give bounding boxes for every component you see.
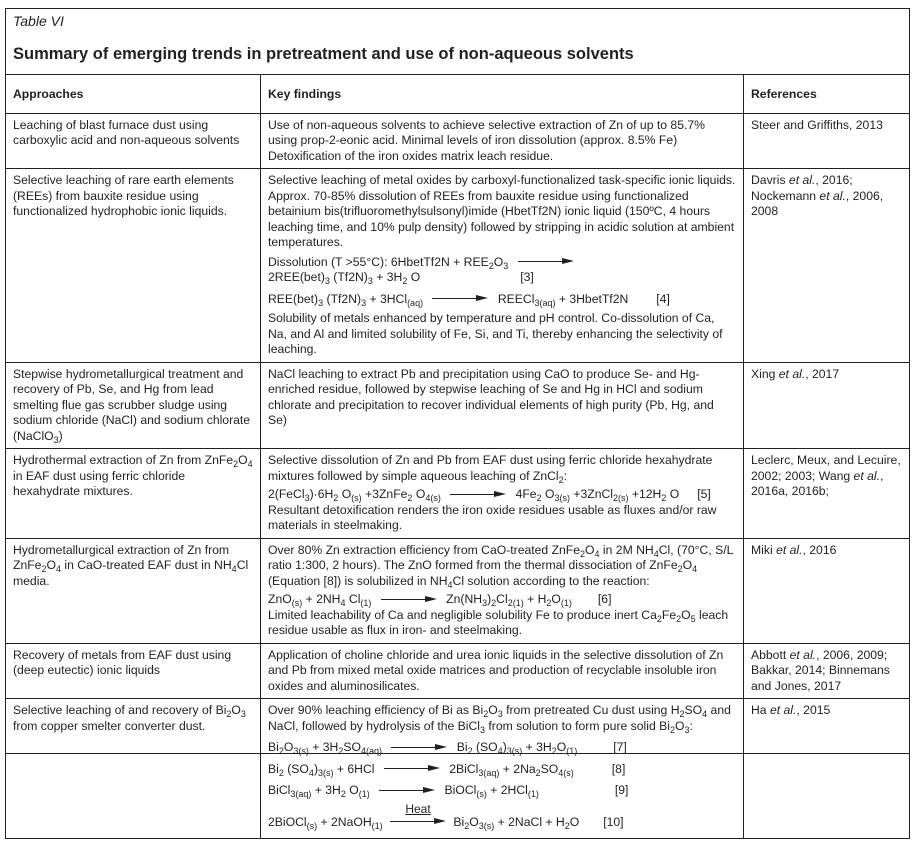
findings-cell: NaCl leaching to extract Pb and precipitation using CaO to produce Se- and Hg-enriched residue, followed by stepwise leaching of Se and Hg in HCl and sodium chlorate and precipitation to recover individual elements of high purity (Pb, Hg, and Se) bbox=[261, 362, 744, 449]
table-row bbox=[6, 643, 910, 699]
equation-5: $2(FeCl_3)\cdot 6H_2$ $O_{(s)}$ +3ZnFe$_2$ $O_{4(s)}$ $4Fe_2$ $O_{3(s)}$ +3ZnCl$_{2(s)}$ $+12H_2$ O [5] bbox=[268, 487, 711, 503]
heat-arrow: Heat bbox=[390, 803, 446, 831]
findings-cell bbox=[261, 169, 744, 363]
header-key-findings: Key findings bbox=[261, 75, 744, 114]
table-row bbox=[6, 538, 910, 643]
references-cell: Miki et al., 2016 bbox=[744, 538, 910, 643]
table-row bbox=[6, 169, 910, 363]
reaction-arrow-icon bbox=[518, 257, 574, 267]
reaction-arrow-icon bbox=[432, 294, 488, 304]
summary-table bbox=[5, 74, 910, 839]
findings-text: Selective leaching of metal oxides by carboxyl-functionalized task-specific ionic liquids. Approx. 70-85% dissolution of REEs from bauxite residue using functionalized betainium bis(trifluoromethylsulsonyl)imide (HbetTf2N) ionic liquid (150ºC, 4 hours leaching time, and 10% pulp density) followed by stripping in acidic solution at ambient temperatures. bbox=[268, 173, 736, 249]
references-cell: Xing et al., 2017 bbox=[744, 362, 910, 449]
table-title: Summary of emerging trends in pretreatment and use of non-aqueous solvents bbox=[13, 45, 634, 63]
approach-cell: Hydrothermal extraction of Zn from $ZnFe_2O_4$ in EAF dust using ferric chloride hexahydrate mixtures. bbox=[6, 449, 261, 539]
reaction-arrow-icon bbox=[381, 595, 437, 605]
approach-cell: Selective leaching of rare earth elements (REEs) from bauxite residue using functionalized hydrophobic ionic liquids. bbox=[6, 169, 261, 363]
table-row bbox=[6, 699, 910, 839]
equation-7: $Bi_2O_{3(s)} + 3H_2SO_{4(aq)}$ $Bi_2$ $(SO_4)_{3(s)} + 3H_2O_{(1)}$ [7] bbox=[268, 740, 627, 756]
equation-3: Dissolution (T >55°C): 6HbetTf2N + $REE_2O_3$ $2REE(bet)_3$ $(Tf2N)_3 + 3H_2$ O [3] bbox=[268, 255, 736, 286]
findings-cell: Application of choline chloride and urea ionic liquids in the selective dissolution of Zn and Pb from mixed metal oxide matrices and production of recyclable insoluble iron oxides and aluminosilicates. bbox=[261, 643, 744, 699]
equation-8: $Bi_2$ $(SO_4)_{3(s)} + 6HCl$ 2BiCl$_{3(aq)}$ + $2Na_2SO_{4(s)}$ [8] bbox=[268, 761, 626, 778]
reaction-arrow-icon bbox=[384, 764, 440, 774]
equation-6: $ZnO_{(s)} + 2NH_4$ $Cl_{(1)}$ $Zn(NH_3)_2Cl_{2(1)} + H_2O_{(1)}$ [6] bbox=[268, 592, 612, 608]
header-row bbox=[6, 75, 910, 114]
references-cell: Steer and Griffiths, 2013 bbox=[744, 113, 910, 169]
header-approaches: Approaches bbox=[6, 75, 261, 114]
equation-9: BiCl$_{3(aq)}$ + $3H_2$ $O_{(1)}$ BiOCl$_{(s)}$ + 2HCl$_{(1)}$ [9] bbox=[268, 783, 629, 799]
reaction-arrow-icon bbox=[450, 490, 506, 500]
reaction-arrow-icon bbox=[391, 743, 447, 753]
reaction-arrow-icon bbox=[390, 817, 446, 827]
header-references: References bbox=[744, 75, 910, 114]
equation-10: 2BiOCl$_{(s)}$ + 2NaOH$_{(1)}$ Heat $Bi_2O_{3(s)}$ + 2NaCl + $H_2O$ [10] bbox=[268, 801, 624, 831]
equation-4: $REE(bet)_3$ $(Tf2N)_3 + 3HCl_{(aq)}$ REECl$_{3(aq)}$ + 3HbetTf2N [4] bbox=[268, 291, 670, 308]
table-row bbox=[6, 449, 910, 539]
findings-cell: Use of non-aqueous solvents to achieve selective extraction of Zn of up to 85.7% using prop-2-eonic acid. Minimal levels of iron dissolution (approx. 8.5% Fe) Detoxification of the iron oxides matrix leach residue. bbox=[261, 113, 744, 169]
reaction-arrow-icon bbox=[379, 786, 435, 796]
references-cell: Leclerc, Meux, and Lecuire, 2002; 2003; Wang et al., 2016a, 2016b; bbox=[744, 449, 910, 539]
approach-cell: Leaching of blast furnace dust using carboxylic acid and non-aqueous solvents bbox=[6, 113, 261, 169]
findings-cell: Over 80% Zn extraction efficiency from CaO-treated $ZnFe_2O_4$ in 2M $NH_4Cl$, (70°C, S/L ratio 1:300, 2 hours). The ZnO formed from the thermal dissociation of $ZnFe_2O_4$ (Equation [8]) is solubilized in $NH_4Cl$ solution according to the reaction: $ZnO_{(s)} + 2NH_4$ $Cl_{(1)}$ $Zn(NH_3)_2Cl_{2(1)} + H_2O_{(1)}$ [6] Limited leachability of Ca and negligible solubility Fe to produce inert $Ca_2Fe_2O_5$ leach residue usable as flux in iron- and steelmaking. bbox=[261, 538, 744, 643]
approach-cell: Recovery of metals from EAF dust using (deep eutectic) ionic liquids bbox=[6, 643, 261, 699]
references-cell: Davris et al., 2016; Nockemann et al., 2006, 2008 bbox=[744, 169, 910, 363]
approach-cell: Selective leaching of and recovery of $Bi_2O_3$ from copper smelter converter dust. bbox=[6, 699, 261, 839]
approach-cell: Hydrometallurgical extraction of Zn from $ZnFe_2O_4$ in CaO-treated EAF dust in $NH_4Cl$ media. bbox=[6, 538, 261, 643]
table-row bbox=[6, 362, 910, 449]
approach-cell: Stepwise hydrometallurgical treatment and recovery of Pb, Se, and Hg from lead smelting flue gas scrubber sludge using sodium chloride (NaCl) and sodium chlorate (NaClO$_3$) bbox=[6, 362, 261, 449]
findings-cell: Selective dissolution of Zn and Pb from EAF dust using ferric chloride hexahydrate mixtures followed by simple aqueous leaching of ZnCl$_2$: $2(FeCl_3)\cdot 6H_2$ $O_{(s)}$ +3ZnFe$_2$ $O_{4(s)}$ $4Fe_2$ $O_{3(s)}$ +3ZnCl$_{2(s)}$ $+12H_2$ O [5] Resultant detoxification renders the iron oxide residues usable as fluxes and/or raw materials in steelmaking. bbox=[261, 449, 744, 539]
findings-text-after: Solubility of metals enhanced by temperature and pH control. Co-dissolution of Ca, Na, and Al and limited solubility of Fe, Si, and Ti, thereby enhancing the selectivity of leaching. bbox=[268, 311, 723, 356]
references-cell: Ha et al., 2015 bbox=[744, 699, 910, 839]
findings-cell: Over 90% leaching efficiency of Bi as $Bi_2O_3$ from pretreated Cu dust using $H_2SO_4$ and NaCl, followed by hydrolysis of the BiCl$_3$ from solution to form pure solid $Bi_2O_3$: $Bi_2O_{3(s)} + 3H_2SO_{4(aq)}$ $Bi_2$ $(SO_4)_{3(s)} + 3H_2O_{(1)}$ [7] $Bi_2$ $(SO_4)_{3(s)} + 6HCl$ 2BiCl$_{3(aq)}$ + $2Na_2SO_{4(s)}$ [8] BiCl$_{3(aq)}$ + $3H_2$ $O_{(1)}$ BiOCl$_{(s)}$ + 2HCl$_{(1)}$ [9] 2BiOCl$_{(s)}$ + 2NaOH$_{(1)}$ Heat $Bi_2O_{3(s)}$ + 2NaCl + $H_2O$ [10] bbox=[261, 699, 744, 839]
table-caption: Table VI bbox=[13, 13, 64, 29]
table-row bbox=[6, 113, 910, 169]
references-cell: Abbott et al., 2006, 2009; Bakkar, 2014; Binnemans and Jones, 2017 bbox=[744, 643, 910, 699]
